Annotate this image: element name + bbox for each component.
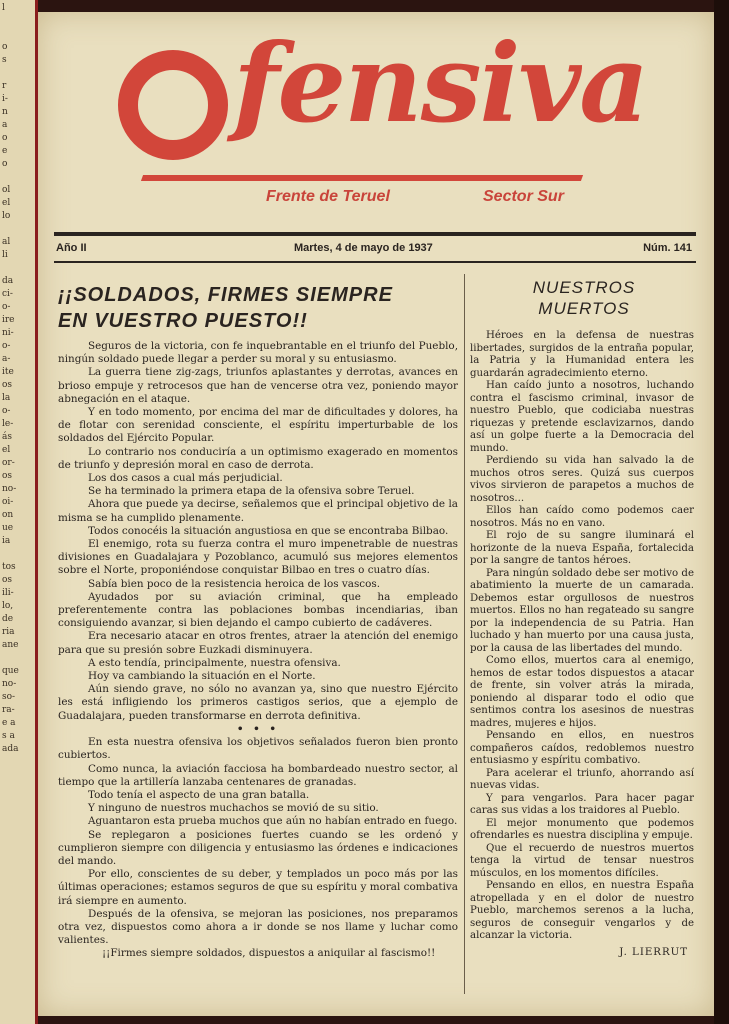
masthead-subtitle-right: Sector Sur: [483, 188, 564, 205]
adjacent-page-fragment: n: [2, 107, 8, 117]
adjacent-page-fragment: e a: [2, 718, 16, 728]
dateline-date: Martes, 4 de mayo de 1937: [294, 242, 433, 254]
adjacent-page-fragment: ite: [2, 367, 14, 377]
section-separator: • • •: [236, 722, 280, 735]
adjacent-page-fragment: o: [2, 42, 8, 52]
binding-edge: [714, 0, 729, 1024]
main-article-paragraph: En esta nuestra ofensiva los objetivos señalados fueron bien pronto cubiertos.: [58, 736, 458, 762]
adjacent-page-fragment: s: [2, 55, 7, 65]
adjacent-page-fragment: oi-: [2, 497, 14, 507]
adjacent-page-fragment: ada: [2, 744, 19, 754]
masthead-rule: [54, 232, 696, 236]
adjacent-page-fragment: os: [2, 575, 13, 585]
side-article-paragraph: Que el recuerdo de nuestros muertos tenga la virtud de tensar nuestros músculos, en los momentos difíciles.: [470, 842, 694, 879]
adjacent-page-fragment: [2, 15, 35, 28]
adjacent-page-fragment: tos: [2, 562, 16, 572]
newspaper-page: [38, 12, 714, 1016]
main-article-paragraph: Y en todo momento, por encima del mar de dificultades y dolores, ha de flotar con serenidad consciente, el espíritu imperturbable de los soldados del Ejército Popular.: [58, 406, 458, 445]
adjacent-page-fragment: al: [2, 237, 11, 247]
side-article-paragraph: Como ellos, muertos cara al enemigo, hemos de estar todos dispuestos a atacar de frente, sin volver atrás la mirada, poniendo al disparar todo el odio que sentimos contra los asesinos de nuestras madres, mujeres e hijos.: [470, 655, 694, 729]
adjacent-page-fragment: el: [2, 198, 11, 208]
side-title-line-1: NUESTROS: [532, 278, 636, 297]
dateline-year: Año II: [56, 242, 87, 254]
adjacent-page-fragment: on: [2, 510, 14, 520]
main-headline-line-2: EN VUESTRO PUESTO!!: [58, 310, 308, 332]
adjacent-page-fragment: or-: [2, 458, 15, 468]
adjacent-page-fragment: [2, 67, 35, 80]
adjacent-page-fragment: l: [2, 3, 5, 13]
main-article-paragraph: Se ha terminado la primera etapa de la ofensiva sobre Teruel.: [88, 485, 415, 498]
adjacent-page-fragment: da: [2, 276, 14, 286]
adjacent-page-fragment: a-: [2, 354, 11, 364]
adjacent-page-fragment: ili-: [2, 588, 14, 598]
main-article-paragraph: Y ninguno de nuestros muchachos se movió de su sitio.: [88, 802, 379, 815]
adjacent-page-fragment: ia: [2, 536, 11, 546]
side-article-paragraph: El mejor monumento que podemos ofrendarles es nuestra disciplina y empuje.: [470, 817, 694, 841]
side-article-paragraph: Para acelerar el triunfo, ahorrando así nuevas vidas.: [470, 767, 694, 791]
side-article-paragraph: Pensando en ellos, en nuestra España atropellada y en el dolor de nuestro Pueblo, marchemos serenos a la lucha, seguros de conseguir vengarlos y de alcanzar la victoria.: [470, 880, 694, 941]
adjacent-page-fragment: ol: [2, 185, 11, 195]
main-article-paragraph: Ayudados por su aviación criminal, que ha empleado preferentemente contra las poblaciones bombas incendiarias, iban consiguiendo avanzar, si bien dejando el campo cubierto de cadáveres.: [58, 590, 458, 630]
side-article-paragraph: Ellos han caído como podemos caer nosotros. Más no en vano.: [470, 505, 694, 529]
main-article-paragraph: Seguros de la victoria, con fe inquebrantable en el triunfo del Pueblo, ningún soldado puede llegar a perder su moral y su entusiasmo.: [58, 340, 458, 366]
adjacent-page-fragment: s a: [2, 731, 15, 741]
adjacent-page-fragment: ás: [2, 432, 12, 442]
adjacent-page-fragment: no-: [2, 679, 17, 689]
adjacent-page-fragment: ci-: [2, 289, 13, 299]
main-headline-line-1: ¡¡SOLDADOS, FIRMES SIEMPRE: [58, 284, 393, 306]
adjacent-page-fragment: lo,: [2, 601, 14, 611]
adjacent-page-fragment: o: [2, 159, 8, 169]
adjacent-page-fragment: os: [2, 471, 13, 481]
adjacent-page-fragment: ra-: [2, 705, 15, 715]
side-article-paragraph: Héroes en la defensa de nuestras libertades, surgidos de la entraña popular, la Patria y la Humanidad entera les guardarán agradecimiento eterno.: [470, 330, 694, 379]
main-article-paragraph: Sabía bien poco de la resistencia heroica de los vascos.: [88, 577, 381, 590]
adjacent-page-fragment: de: [2, 614, 14, 624]
main-article-paragraph: Todos conocéis la situación angustiosa en que se encontraba Bilbao.: [88, 524, 449, 537]
adjacent-page-edge: [0, 0, 38, 1024]
side-article-paragraph: Han caído junto a nosotros, luchando contra el fascismo criminal, invasor de nuestro Pueblo, que codiciaba nuestras riquezas y pretende esclavizarnos, dando así un golpe fuerte a la Democracia del mundo.: [470, 380, 694, 454]
side-article-signature: J. LIERRUT: [619, 946, 688, 958]
main-article-paragraph: Como nunca, la aviación facciosa ha bombardeado nuestro sector, al tiempo que la artillería lanzaba centenares de granadas.: [58, 762, 458, 788]
main-article-paragraph: Hoy va cambiando la situación en el Norte.: [88, 670, 316, 683]
side-article-paragraph: El rojo de su sangre iluminará el horizonte de la nueva España, fortalecida por la sangre de tantos héroes.: [470, 530, 694, 566]
adjacent-page-fragment: so-: [2, 692, 16, 702]
main-article-paragraph: La guerra tiene zig-zags, triunfos aplastantes y derrotas, avances en brioso empuje y retrocesos que han de vencerse otra vez, poniendo mayor abnegación en el ataque.: [58, 366, 458, 405]
main-article-closing: ¡¡Firmes siempre soldados, dispuestos a aniquilar al fascismo!!: [102, 947, 436, 960]
main-article-paragraph: Era necesario atacar en otros frentes, atraer la atención del enemigo para que su presión sobre Euzkadi disminuyera.: [58, 630, 458, 656]
adjacent-page-fragment: li: [2, 250, 8, 260]
adjacent-page-fragment: ane: [2, 640, 19, 650]
adjacent-page-fragment: [2, 548, 35, 561]
main-article-paragraph: El enemigo, rota su fuerza contra el muro impenetrable de nuestras divisiones en Guadalajara y Pozoblanco, acumuló sus mejores elementos sobre el Norte, proponiéndose conquistar Bilbao en tres o cuatro días.: [58, 538, 458, 577]
main-article-paragraph: Después de la ofensiva, se mejoran las posiciones, nos preparamos otra vez, dispuestos como ahora a ir donde se nos llame y luchar como valientes.: [58, 907, 458, 947]
dateline-rule: [54, 261, 696, 263]
adjacent-page-fragment: [2, 262, 35, 275]
column-divider: [464, 274, 465, 994]
main-article-paragraph: Se replegaron a posiciones fuertes cuando se les ordenó y cumplieron siempre con diligencia y entusiasmo las órdenes e indicaciones del mando.: [58, 828, 458, 867]
adjacent-page-fragment: la: [2, 393, 11, 403]
main-headline: [58, 282, 458, 334]
adjacent-page-fragment: o-: [2, 406, 11, 416]
main-article-paragraph: Los dos casos a cual más perjudicial.: [88, 472, 283, 485]
masthead: [38, 12, 714, 222]
adjacent-page-fragment: [2, 652, 35, 665]
adjacent-page-fragment: e: [2, 146, 8, 156]
main-article-body: [58, 340, 458, 961]
adjacent-page-fragment: o: [2, 133, 8, 143]
side-article-body: [470, 330, 694, 959]
adjacent-page-fragment: r: [2, 81, 7, 91]
adjacent-page-fragment: [2, 223, 35, 236]
adjacent-page-fragment: que: [2, 666, 19, 676]
side-article-paragraph: Perdiendo su vida han salvado la de muchos otros seres. Quizá sus cuerpos vivos sirvieron de parapetos a muchos de nosotros...: [470, 455, 694, 504]
adjacent-page-fragment: no-: [2, 484, 17, 494]
dateline: [54, 240, 696, 258]
masthead-underline: [141, 175, 583, 181]
masthead-o-ring: [118, 50, 228, 160]
main-article-paragraph: Aún siendo grave, no sólo no avanzan ya, sino que nuestro Ejército les está infligiendo los primeros castigos serios, que a ejemplo de Guadalajara, pueden transformarse en derrota definitiva.: [58, 683, 458, 722]
main-article-paragraph: Por ello, conscientes de su deber, y templados un poco más por las últimas operaciones; estamos seguros de que su espíritu y moral combativa irá siempre en aumento.: [58, 868, 458, 907]
adjacent-page-fragment: i-: [2, 94, 8, 104]
side-article-paragraph: Pensando en ellos, en nuestros compañeros caídos, redoblemos nuestro entusiasmo y espíritu combativo.: [470, 730, 694, 766]
adjacent-page-fragment: lo: [2, 211, 11, 221]
side-article-title: [474, 277, 694, 319]
main-article-paragraph: A esto tendía, principalmente, nuestra ofensiva.: [88, 656, 341, 669]
masthead-title: fensiva: [233, 21, 648, 147]
main-article-paragraph: Ahora que puede ya decirse, señalemos que el principal objetivo de la misma se ha cumplido plenamente.: [58, 498, 458, 524]
side-article-paragraph: Para ningún soldado debe ser motivo de abatimiento la muerte de un camarada. Debemos estar orgullosos de nuestros muertos. Ellos no han regateado su sangre por la independencia de su Patria. Han luchado y han muerto por una causa justa, por la causa de las libertades del mundo.: [470, 567, 694, 654]
main-article-paragraph: Aguantaron esta prueba muchos que aún no habían entrado en fuego.: [88, 815, 458, 828]
adjacent-page-text: [0, 0, 35, 756]
adjacent-page-fragment: o-: [2, 341, 11, 351]
adjacent-page-fragment: ue: [2, 523, 14, 533]
adjacent-page-fragment: ire: [2, 315, 15, 325]
adjacent-page-fragment: a: [2, 120, 8, 130]
adjacent-page-fragment: o-: [2, 302, 11, 312]
dateline-number: Núm. 141: [643, 242, 692, 254]
masthead-subtitle-left: Frente de Teruel: [266, 188, 390, 205]
side-article-paragraph: Y para vengarlos. Para hacer pagar caras sus vidas a los traidores al Pueblo.: [470, 792, 694, 816]
adjacent-page-fragment: [2, 28, 35, 41]
adjacent-page-fragment: el: [2, 445, 11, 455]
main-article-paragraph: Lo contrario nos conduciría a un optimismo exagerado en momentos de triunfo y depresión moral en caso de derrota.: [58, 445, 458, 471]
adjacent-page-fragment: le-: [2, 419, 14, 429]
side-title-line-2: MUERTOS: [538, 299, 630, 318]
adjacent-page-fragment: ria: [2, 627, 15, 637]
main-article-paragraph: Todo tenía el aspecto de una gran batalla.: [88, 788, 310, 801]
adjacent-page-fragment: [2, 171, 35, 184]
adjacent-page-fragment: os: [2, 380, 13, 390]
adjacent-page-fragment: ni-: [2, 328, 14, 338]
